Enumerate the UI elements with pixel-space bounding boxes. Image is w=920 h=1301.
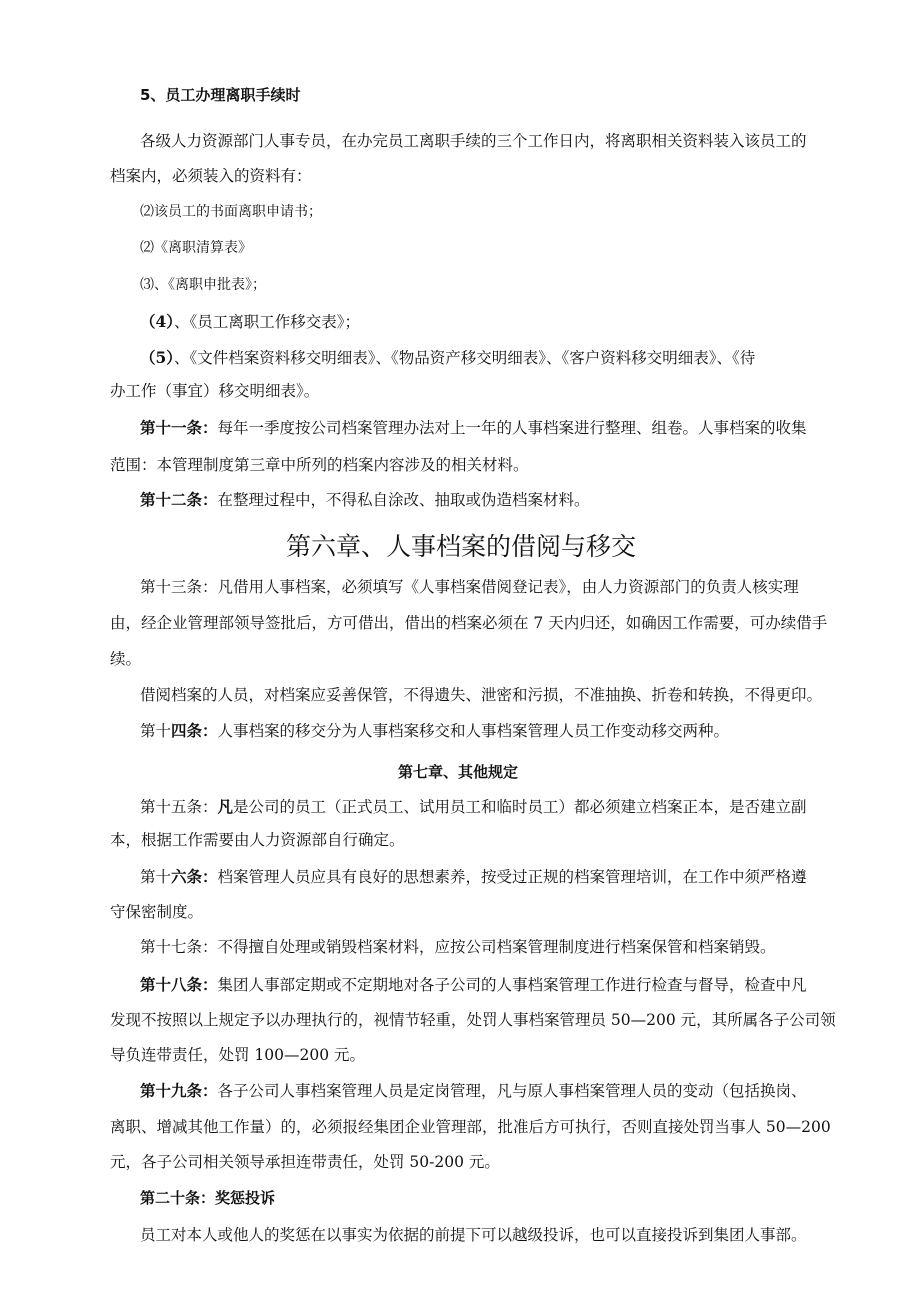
article-18-label: 第十八条： <box>140 975 218 994</box>
article-11-text: 每年一季度按公司档案管理办法对上一年的人事档案进行整理、组卷。人事档案的收集 <box>217 419 807 437</box>
article-12-label: 第十二条： <box>140 490 218 509</box>
article-17: 第十七条：不得擅自处理或销毁档案材料，应按公司档案管理制度进行档案保管和档案销毁。 <box>140 938 776 956</box>
article-16-label-plain: 第十 <box>140 868 172 886</box>
article-20-text: 员工对本人或他人的奖惩在以事实为依据的前提下可以越级投诉，也可以直接投诉到集团人事部。 <box>140 1226 807 1244</box>
article-18-line3: 导负连带责任，处罚 100—200 元。 <box>110 1046 366 1064</box>
article-19-line2: 离职、增减其他工作量）的，必须报经集团企业管理部，批准后方可执行，否则直接处罚当事人 50—200 <box>110 1118 831 1136</box>
article-14 <box>140 721 729 741</box>
article-16-line1 <box>140 867 807 887</box>
article-14-label-plain: 第十 <box>140 722 172 740</box>
item4-number: （4） <box>140 312 175 331</box>
chapter-6-title: 第六章、人事档案的借阅与移交 <box>286 532 637 561</box>
section5-item-4 <box>140 312 360 332</box>
article-15-text: 是公司的员工（正式员工、试用员工和临时员工）都必须建立档案正本，是否建立副 <box>233 798 807 816</box>
article-13-line3: 续。 <box>110 650 142 668</box>
item5-text-line1: 、《文件档案资料移交明细表》、《物品资产移交明细表》、《客户资料移交明细表》、《待 <box>174 349 756 367</box>
section5-item-3: ⑶、《离职申批表》； <box>140 277 266 293</box>
article-18-line1 <box>140 975 807 995</box>
item4-text: 、《员工离职工作移交表》； <box>174 313 361 331</box>
article-14-label-bold: 四条： <box>171 721 218 740</box>
article-19-line1 <box>140 1081 807 1101</box>
section5-item-5-line2: 办工作（事宜）移交明细表》。 <box>110 382 320 400</box>
article-11-line1 <box>140 418 807 438</box>
article-19-line3: 元，各子公司相关领导承担连带责任，处罚 50-200 元。 <box>110 1153 500 1171</box>
section5-intro-line1: 各级人力资源部门人事专员，在办完员工离职手续的三个工作日内，将离职相关资料装入该员工的 <box>140 132 807 150</box>
article-11-line2: 范围：本管理制度第三章中所列的档案内容涉及的相关材料。 <box>110 456 529 474</box>
section5-item-5-line1 <box>140 348 755 368</box>
article-13-line2: 由，经企业管理部领导签批后，方可借出，借出的档案必须在 7 天内归还，如确因工作需要，可办续借手 <box>110 614 828 632</box>
item5-number: （5） <box>140 348 175 367</box>
article-13-line1: 第十三条：凡借用人事档案，必须填写《人事档案借阅登记表》，由人力资源部门的负责人核实理 <box>140 578 799 596</box>
article-20-heading: 第二十条：奖惩投诉 <box>140 1189 276 1207</box>
article-12-text: 在整理过程中，不得私自涂改、抽取或伪造档案材料。 <box>217 491 590 509</box>
article-15-line2: 本，根据工作需要由人力资源部自行确定。 <box>110 831 405 849</box>
article-16-text: 档案管理人员应具有良好的思想素养，按受过正规的档案管理培训，在工作中须严格遵 <box>217 868 807 886</box>
article-13-line4: 借阅档案的人员，对档案应妥善保管，不得遗失、泄密和污损，不准抽换、折卷和转换，不得更印。 <box>140 686 823 704</box>
article-11-label: 第十一条： <box>140 418 218 437</box>
article-12 <box>140 490 590 510</box>
article-16-label-bold: 六条： <box>171 867 218 886</box>
article-19-text: 各子公司人事档案管理人员是定岗管理，凡与原人事档案管理人员的变动（包括换岗、 <box>217 1082 807 1100</box>
section5-intro-line2: 档案内，必须装入的资料有： <box>110 167 312 185</box>
article-14-text: 人事档案的移交分为人事档案移交和人事档案管理人员工作变动移交两种。 <box>217 722 730 740</box>
section5-heading: 5、员工办理离职手续时 <box>140 86 301 104</box>
chapter-7-title: 第七章、其他规定 <box>398 763 519 781</box>
article-18-text: 集团人事部定期或不定期地对各子公司的人事档案管理工作进行检查与督导，检查中凡 <box>217 976 807 994</box>
article-15-label: 第十五条： <box>140 798 218 816</box>
article-16-line2: 守保密制度。 <box>110 903 204 921</box>
article-19-label: 第十九条： <box>140 1081 218 1100</box>
section5-item-2: ⑵《离职清算表》 <box>140 240 252 256</box>
section5-item-1: ⑵该员工的书面离职申请书； <box>140 204 322 220</box>
article-15-line1 <box>140 797 807 817</box>
article-15-bold-char: 凡 <box>217 797 234 816</box>
article-18-line2: 发现不按照以上规定予以办理执行的，视情节轻重，处罚人事档案管理员 50—200 元，其所属各子公司领 <box>110 1011 836 1029</box>
